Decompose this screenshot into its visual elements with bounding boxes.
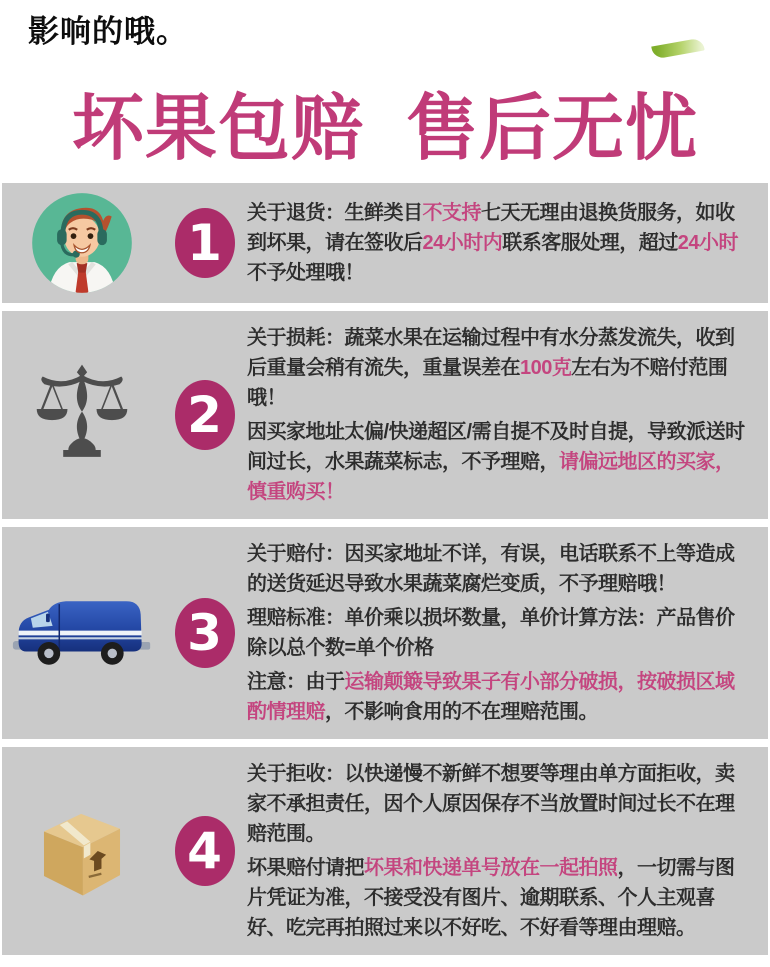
section-text [247, 186, 768, 300]
body-text: 联系客服处理，超过 [502, 232, 678, 254]
highlighted-text: 100克 [520, 357, 572, 379]
policy-sections [0, 183, 770, 967]
policy-paragraph [247, 198, 752, 288]
customer-service-icon [29, 190, 135, 296]
section-text [247, 311, 768, 519]
body-text: ，不影响食用的不在理赔范围。 [325, 701, 598, 723]
section-number-badge: 1 [175, 208, 235, 278]
section-badge-cell [162, 816, 247, 886]
leaf-decoration-icon [651, 38, 704, 60]
section-text [247, 527, 768, 739]
header [0, 0, 770, 183]
body-text: 关于拒收：以快递慢不新鲜不想要等理由单方面拒收，卖家不承担责任，因个人原因保存不当放置时间过长不在理赔范围。 [247, 763, 735, 845]
package-box-icon [29, 800, 135, 902]
body-text: 坏果赔付请把 [247, 857, 364, 879]
highlighted-text: 24小时内 [422, 232, 503, 254]
body-text: 七天无理由退换货服务，如收到坏果，请在签收后 [247, 202, 735, 254]
policy-section-4 [2, 747, 768, 955]
body-text: 左右为不赔付范围哦！ [247, 357, 728, 409]
page-title: 坏果包赔 售后无忧 [71, 89, 698, 169]
section-number-badge: 3 [175, 598, 235, 668]
section-icon-cell [2, 363, 162, 467]
policy-section-3 [2, 527, 768, 739]
policy-paragraph [247, 759, 752, 849]
body-text: ，一切需与图片凭证为准，不接受没有图片、逾期联系、个人主观喜好、吃完再拍照过来以不好吃、不好看等理由理赔。 [247, 857, 735, 939]
policy-paragraph [247, 603, 752, 663]
highlighted-text: 运输颠簸导致果子有小部分破损，按破损区域酌情理赔 [247, 671, 735, 723]
policy-paragraph [247, 853, 752, 943]
section-number-badge: 2 [175, 380, 235, 450]
policy-paragraph [247, 539, 752, 599]
body-text: 不予处理哦！ [247, 262, 364, 284]
body-text: 理赔标准：单价乘以损坏数量，单价计算方法：产品售价除以总个数=单个价格 [247, 607, 735, 659]
section-icon-cell [2, 190, 162, 296]
highlighted-text: 请偏远地区的买家，慎重购买！ [247, 451, 735, 503]
policy-section-1 [2, 183, 768, 303]
highlighted-text: 坏果和快递单号放在一起拍照 [364, 857, 618, 879]
highlighted-text: 不支持 [422, 202, 481, 224]
delivery-van-icon [11, 587, 153, 679]
top-note-text: 影响的哦。 [28, 14, 188, 49]
section-badge-cell [162, 208, 247, 278]
section-icon-cell [2, 587, 162, 679]
policy-section-2 [2, 311, 768, 519]
policy-paragraph [247, 667, 752, 727]
body-text: 关于损耗：蔬菜水果在运输过程中有水分蒸发流失，收到后重量会稍有流失，重量误差在 [247, 327, 735, 379]
body-text: 注意：由于 [247, 671, 345, 693]
highlighted-text: 24小时 [677, 232, 738, 254]
policy-paragraph [247, 417, 752, 507]
section-badge-cell [162, 598, 247, 668]
section-text [247, 747, 768, 955]
section-badge-cell [162, 380, 247, 450]
balance-scale-icon [35, 363, 129, 467]
section-number-badge: 4 [175, 816, 235, 886]
body-text: 关于赔付：因买家地址不详，有误，电话联系不上等造成的送货延迟导致水果蔬菜腐烂变质，不予理赔哦！ [247, 543, 735, 595]
section-icon-cell [2, 800, 162, 902]
body-text: 关于退货：生鲜类目 [247, 202, 423, 224]
body-text: 因买家地址太偏/快递超区/需自提不及时自提，导致派送时间过长，水果蔬菜标志，不予理赔， [247, 421, 745, 473]
policy-paragraph [247, 323, 752, 413]
